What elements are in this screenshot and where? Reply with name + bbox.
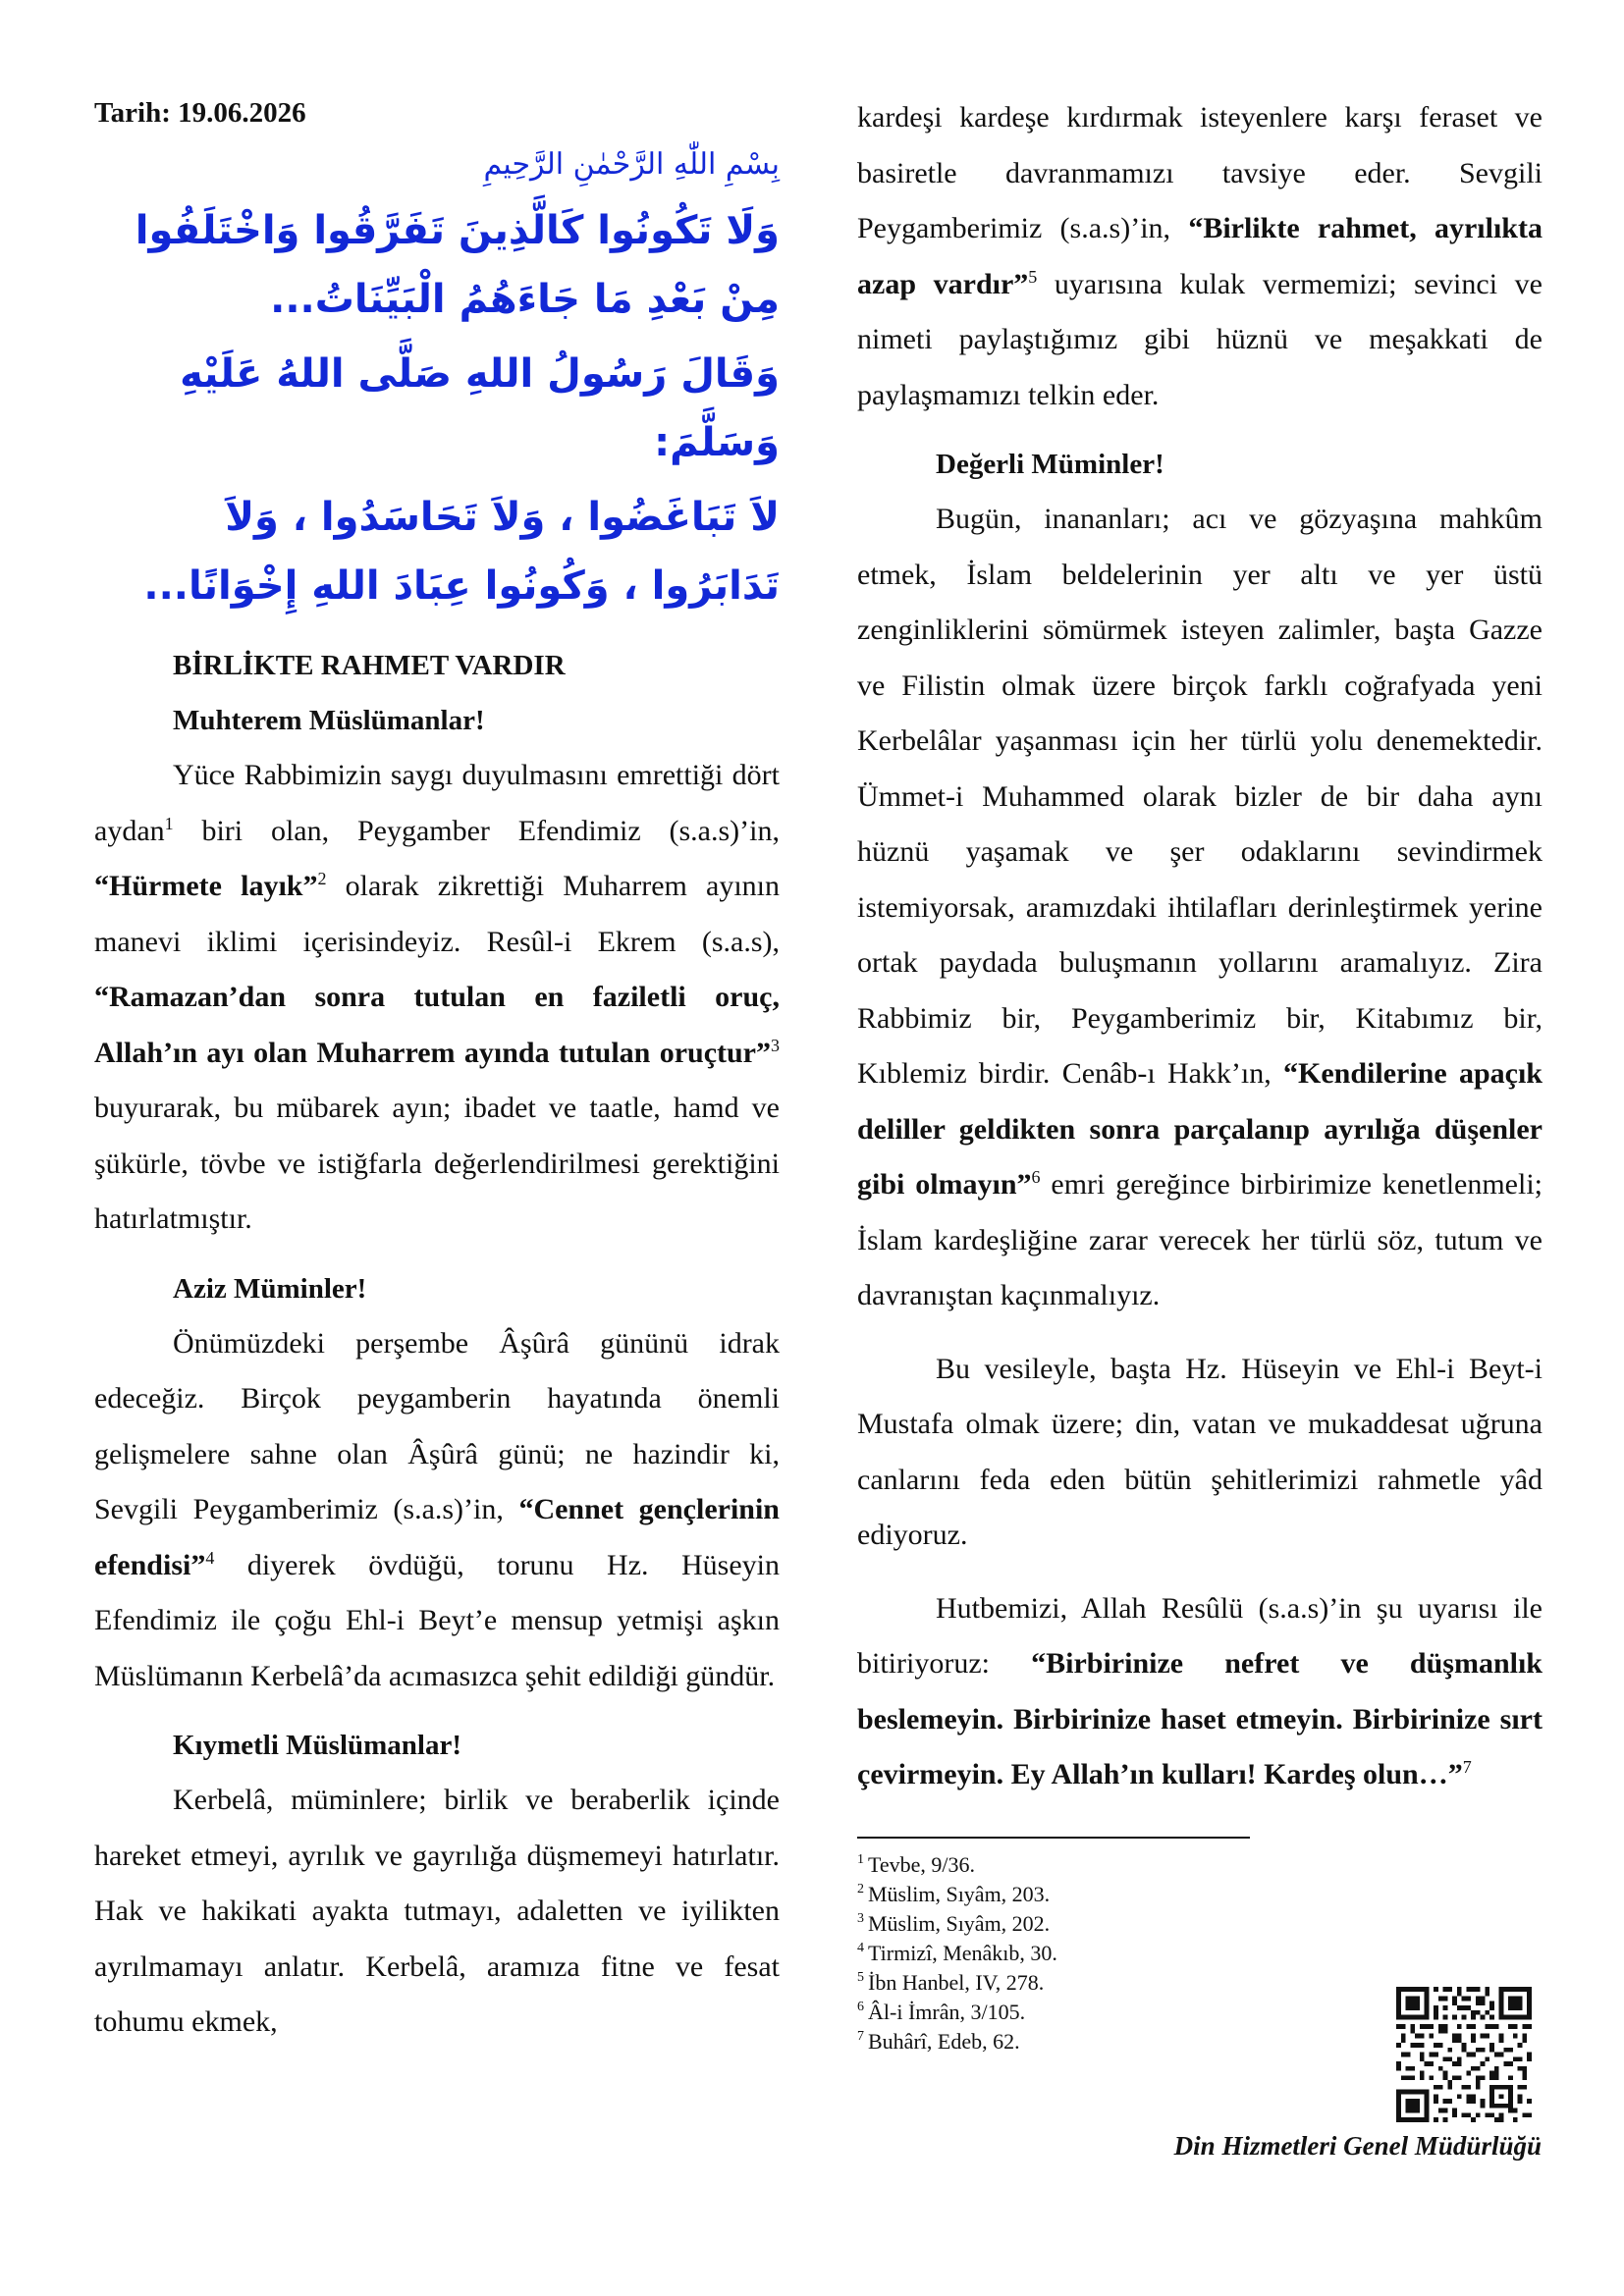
left-column	[94, 90, 780, 2051]
arabic-hadith: لاَ تَبَاغَضُوا ، وَلاَ تَحَاسَدُوا ، وَلاَ تَدَابَرُوا ، وَكُونُوا عِبَادَ اللهِ إِخْوَانًا...	[143, 495, 780, 609]
footnote-text: Âl-i İmrân, 3/105.	[868, 1999, 1026, 2024]
footnote-number: 4	[857, 1941, 864, 1956]
arabic-hadith-intro: وَقَالَ رَسُولُ اللهِ صَلَّى اللهُ عَلَيْهِ وَسَلَّمَ:	[180, 351, 780, 465]
footnote-item	[857, 1939, 1543, 1968]
paragraph-5: Bu vesileyle, başta Hz. Hüseyin ve Ehl-i Beyt-i Mustafa olmak üzere; din, vatan ve mukaddesat uğruna canlarını feda eden bütün şehitlerimizi rahmetle yâd ediyoruz.	[857, 1352, 1543, 1551]
footnote-number: 7	[857, 2029, 864, 2045]
sermon-title: BİRLİKTE RAHMET VARDIR	[173, 650, 566, 681]
paragraph-2	[94, 1316, 780, 1705]
quote-hurmete-layik: “Hürmete layık”	[94, 870, 318, 902]
paragraph-3-part-1: Kerbelâ, müminlere; birlik ve beraberlik içinde hareket etmeyi, ayrılık ve gayrılığa düşmemeyi hatırlatır. Hak ve hakikati ayakta tutmayı, adaletten ve iyilikten ayrılmamayı anlatır. Kerbelâ, aramıza fitne ve fesat tohumu ekmek,	[94, 1784, 780, 2038]
quote-ayriliga-dusenler: “Kendilerine apaçık deliller geldikten sonra parçalanıp ayrılığa düşenler gibi olmayın”	[857, 1057, 1543, 1201]
section-heading-3: Kıymetli Müslümanlar!	[173, 1730, 462, 1761]
footnote-number: 6	[857, 2000, 864, 2015]
footnote-item	[857, 1909, 1543, 1939]
paragraph-1-text-c: olarak zikrettiği Muharrem ayının manevi iklimi içerisindeyiz. Resûl-i Ekrem (s.a.s),	[94, 870, 780, 958]
paragraph-6-text-a: Hutbemizi, Allah Resûlü (s.a.s)’in şu uyarısı ile bitiriyoruz:	[857, 1591, 1543, 1680]
paragraph-3-text-c: uyarısına kulak vermemizi; sevinci ve nimeti paylaştığımız gibi hüznü ve meşakkati de paylaşmamızı telkin eder.	[857, 267, 1543, 411]
right-column	[857, 90, 1543, 2056]
footnote-number: 2	[857, 1882, 864, 1897]
footnote-text: Tevbe, 9/36.	[868, 1851, 976, 1877]
footnote-item	[857, 1880, 1543, 1909]
footnote-text: Müslim, Sıyâm, 203.	[868, 1881, 1051, 1906]
footnote-ref-7: 7	[1462, 1757, 1472, 1777]
footnote-ref-5: 5	[1028, 266, 1038, 287]
paragraph-1-text-d: buyurarak, bu mübarek ayın; ibadet ve taatle, hamd ve şükürle, tövbe ve istiğfarla değerlendirilmesi gerektiğini hatırlatmıştır.	[94, 1092, 780, 1235]
footnote-text: İbn Hanbel, IV, 278.	[868, 1969, 1045, 1995]
footnote-number: 5	[857, 1970, 864, 1986]
footnote-ref-4: 4	[205, 1547, 215, 1568]
footnote-text: Buhârî, Edeb, 62.	[868, 2028, 1020, 2054]
paragraph-4-text-b: emri gereğince birbirimize kenetlenmeli; İslam kardeşliğine zarar verecek her türlü söz, tutum ve davranıştan kaçınmalıyız.	[857, 1168, 1543, 1311]
footnote-divider	[857, 1837, 1250, 1839]
footnote-ref-2: 2	[317, 869, 327, 888]
quote-kardes-olun: “Birbirinize nefret ve düşmanlık beslemeyin. Birbirinize haset etmeyin. Birbirinize sırt çevirmeyin. Ey Allah’ın kulları! Kardeş olun…”	[857, 1647, 1543, 1790]
paragraph-2-text-b: diyerek övdüğü, torunu Hz. Hüseyin Efendimiz ile çoğu Ehl-i Beyt’e mensup yetmişi aşkın Müslümanın Kerbelâ’da acımasızca şehit edildiği gündür.	[94, 1548, 780, 1692]
footnote-ref-3: 3	[771, 1035, 780, 1055]
paragraph-6	[857, 1581, 1543, 1803]
paragraph-3-text-b: kardeşi kardeşe kırdırmak isteyenlere karşı feraset ve basiretle davranmamızı tavsiye eder. Sevgili Peygamberimiz (s.a.s)’in,	[857, 101, 1543, 244]
footnote-ref-1: 1	[164, 813, 174, 833]
publisher-signature: Din Hizmetleri Genel Müdürlüğü	[1173, 2131, 1542, 2161]
quote-muharrem-orucu: “Ramazan’dan sonra tutulan en faziletli oruç, Allah’ın ayı olan Muharrem ayında tutulan oruçtur”	[94, 981, 780, 1069]
paragraph-4-text-a: Bugün, inananları; acı ve gözyaşına mahkûm etmek, İslam beldelerinin yer altı ve yer üstü zenginliklerini sömürmek isteyen zalimler, başta Gazze ve Filistin olmak üzere birçok farklı coğrafyada yeni Kerbelâlar yaşanması için her türlü yolu denemektedir. Ümmet-i Muhammed olarak bizler de bir daha aynı hüznü yaşamak ve şer odaklarını sevindirmek istemiyorsak, aramızdaki ihtilafları derinleştirmek yerine ortak paydada buluşmanın yollarını aramalıyız. Zira Rabbimiz bir, Peygamberimiz bir, Kitabımız bir, Kıblemiz birdir. Cenâb-ı Hakk’ın,	[857, 503, 1543, 1090]
quote-cennet-gencleri: “Cennet gençlerinin efendisi”	[94, 1493, 780, 1581]
paragraph-1	[94, 748, 780, 1248]
quote-birlikte-rahmet: “Birlikte rahmet, ayrılıkta azap vardır”	[857, 212, 1543, 300]
footnote-number: 3	[857, 1911, 864, 1927]
footnote-number: 1	[857, 1852, 864, 1868]
section-heading-4: Değerli Müminler!	[936, 449, 1164, 480]
section-heading-1: Muhterem Müslümanlar!	[173, 705, 485, 736]
footnote-item	[857, 1850, 1543, 1880]
arabic-verse: وَلَا تَكُونُوا كَالَّذِينَ تَفَرَّقُوا وَاخْتَلَفُوا مِنْ بَعْدِ مَا جَاءَهُمُ الْبَيِّنَاتُ...	[135, 208, 780, 322]
sermon-date: Tarih: 19.06.2026	[94, 97, 306, 129]
basmala-calligraphy: بِسْمِ اللّٰهِ الرَّحْمٰنِ الرَّحِيمِ	[483, 147, 780, 182]
footnote-text: Tirmizî, Menâkıb, 30.	[868, 1940, 1057, 1965]
paragraph-4	[857, 492, 1543, 1324]
qr-code-icon[interactable]	[1396, 1987, 1532, 2122]
paragraph-2-text-a: Önümüzdeki perşembe Âşûrâ gününü idrak edeceğiz. Birçok peygamberin hayatında önemli gelişmelere sahne olan Âşûrâ günü; ne hazindir ki, Sevgili Peygamberimiz (s.a.s)’in,	[94, 1326, 780, 1525]
paragraph-1-text-b: biri olan, Peygamber Efendimiz (s.a.s)’in,	[173, 814, 780, 847]
footnote-ref-6: 6	[1031, 1167, 1041, 1187]
paragraph-1-text-a: Yüce Rabbimizin saygı duyulmasını emrettiği dört aydan	[94, 759, 780, 847]
section-heading-2: Aziz Müminler!	[173, 1272, 367, 1305]
paragraph-3-part-2	[857, 90, 1543, 423]
footnote-text: Müslim, Sıyâm, 202.	[868, 1910, 1051, 1936]
